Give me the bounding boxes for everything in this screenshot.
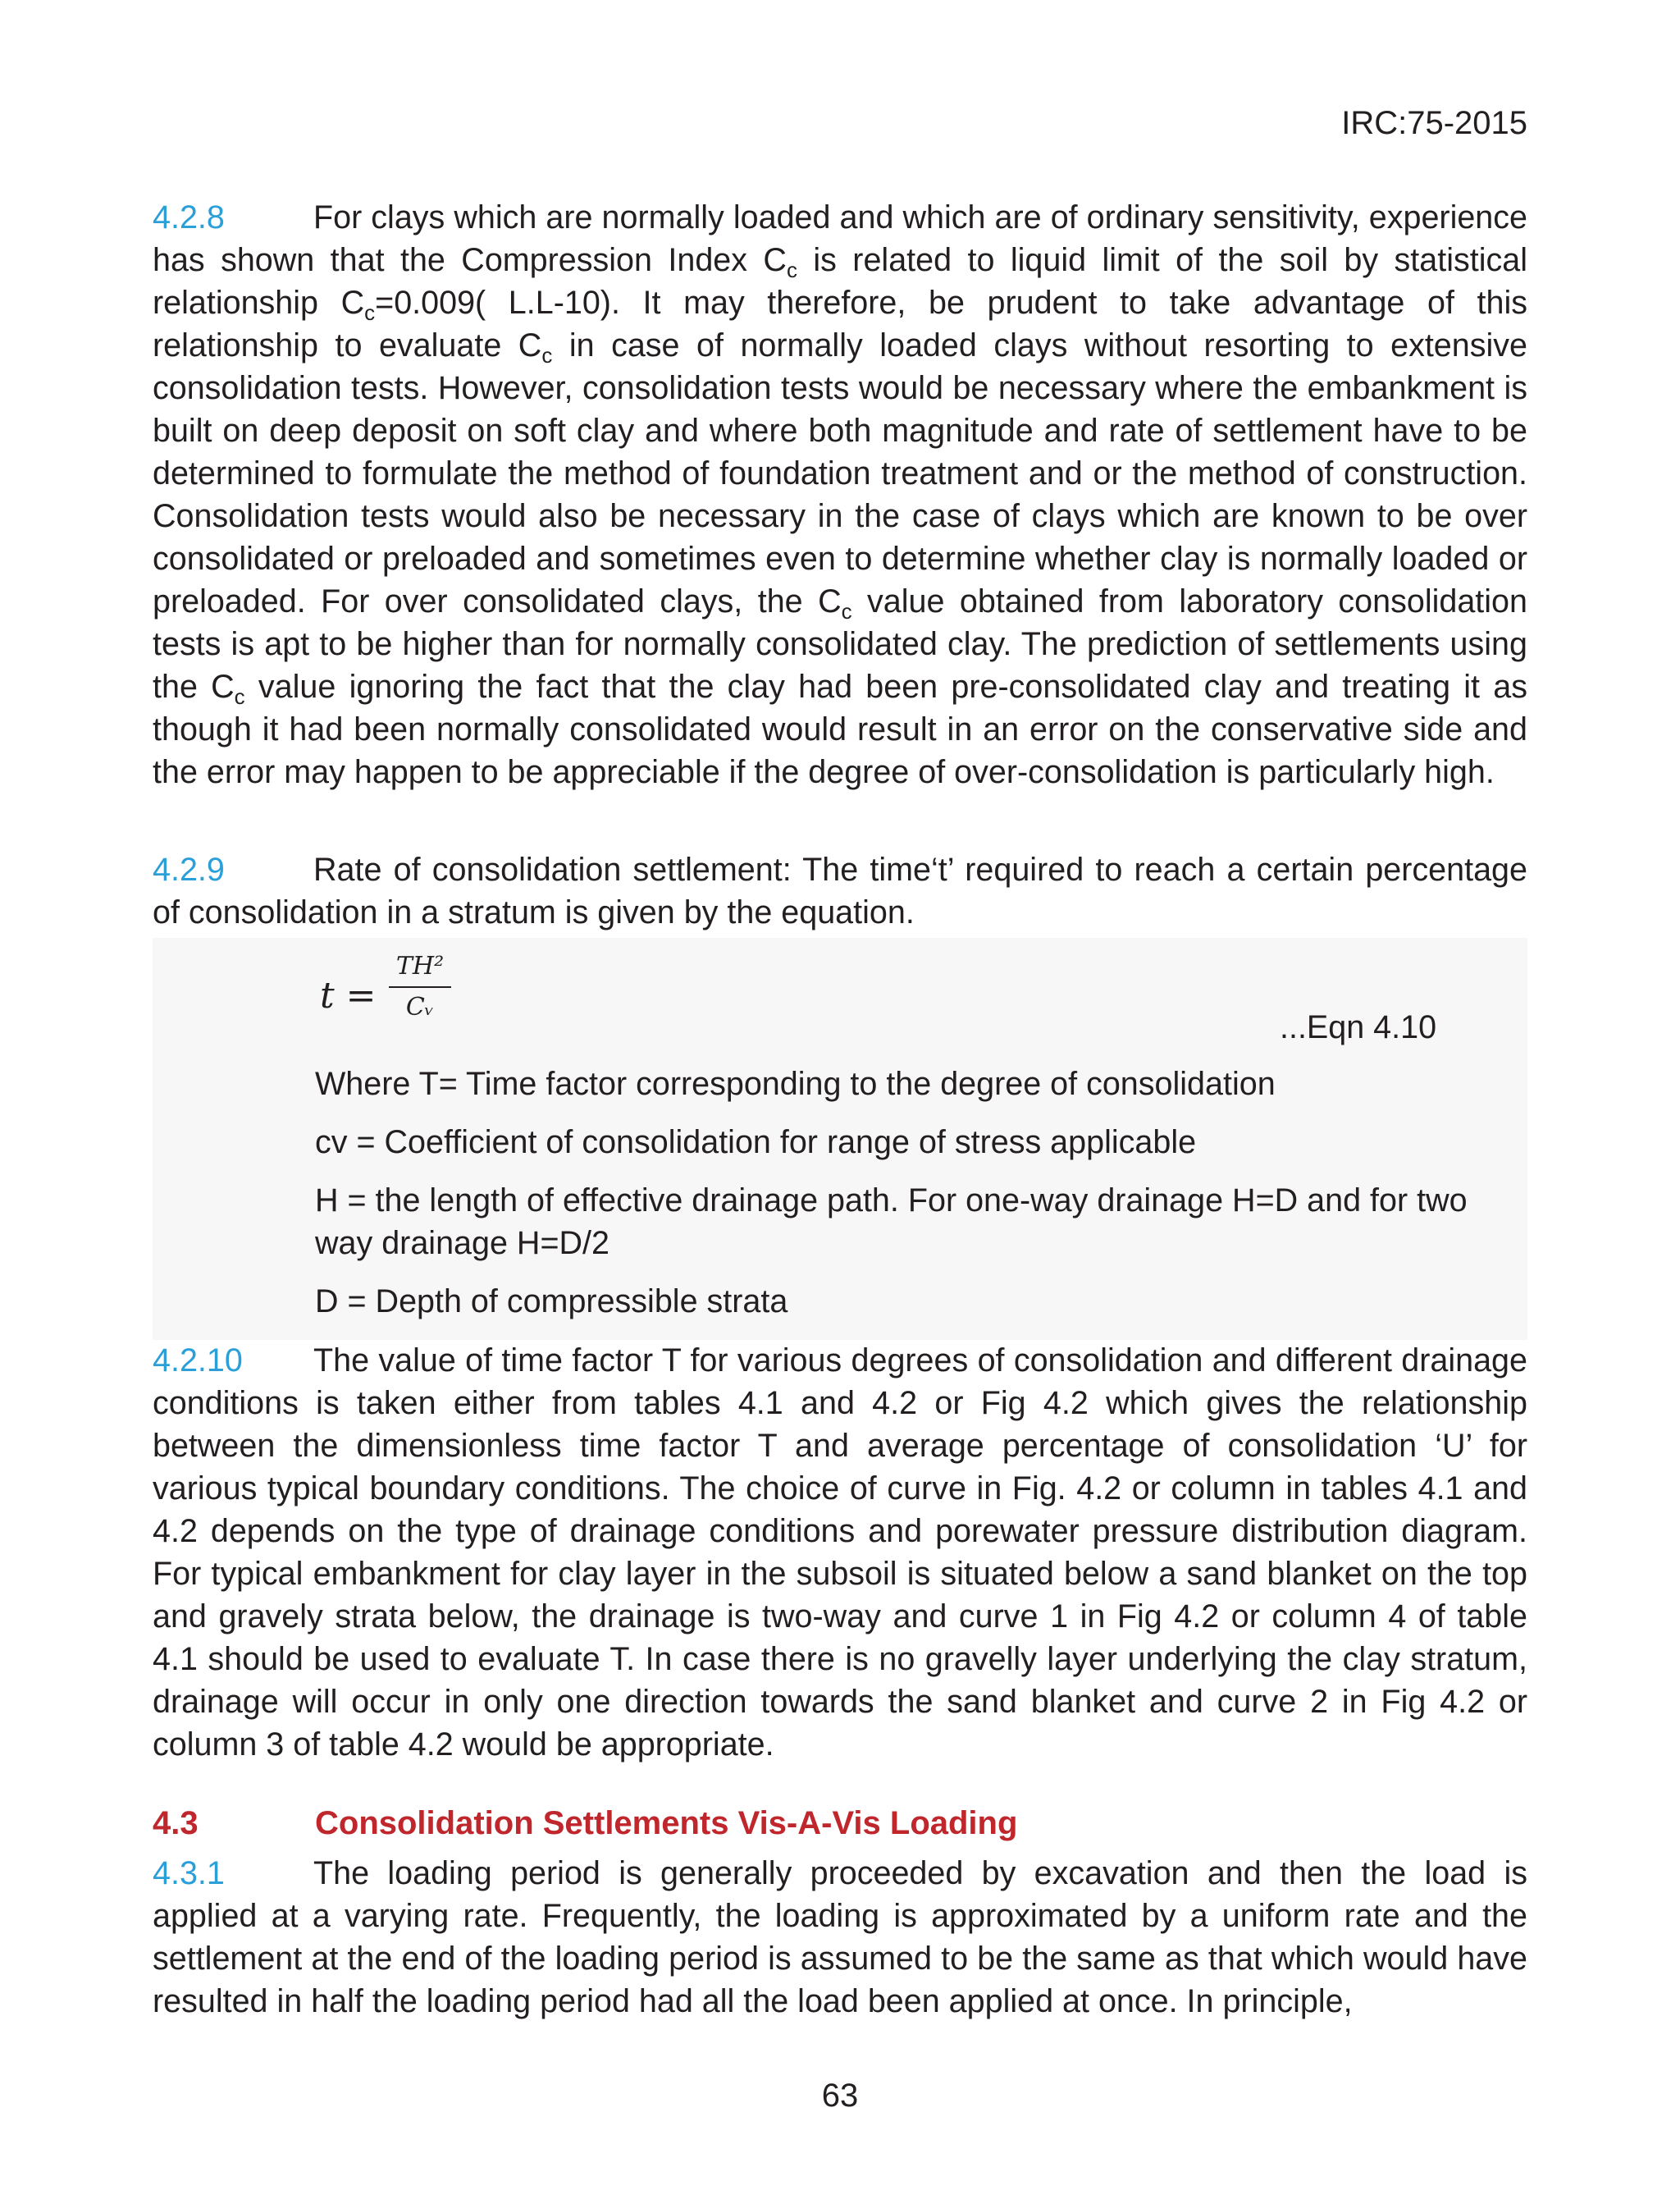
- paragraph-4-2-8: 4.2.8 For clays which are normally loaded and which are of ordinary sensitivity, experience has shown that the Compression Index $C_c$ is related to liquid limit of the soil by statistical relationship $C_c=0.009$( L.L-10). It may therefore, be prudent to take advantage of this relationship to evaluate $C_c$ in case of normally loaded clays without resorting to extensive consolidation tests. However, consolidation tests would be necessary where the embankment is built on deep deposit on soft clay and where both magnitude and rate of settlement have to be determined to formulate the method of foundation treatment and or the method of construction. Consolidation tests would also be necessary in the case of clays which are known to be over consolidated or preloaded and sometimes even to determine whether clay is normally loaded or preloaded. For over consolidated clays, the $C_c$ value obtained from laboratory consolidation tests is apt to be higher than for normally consolidated clay. The prediction of settlements using the $C_c$ value ignoring the fact that the clay had been pre-consolidated clay and treating it as though it had been normally consolidated would result in an error on the conservative side and the error may happen to be appreciable if the degree of over-consolidation is particularly high.: [153, 196, 1527, 793]
- definition-H: H = the length of effective drainage path. For one-way drainage H=D and for two way drainage H=D/2: [315, 1182, 1468, 1261]
- equation-label: ...Eqn 4.10: [1280, 1009, 1437, 1045]
- equation-denominator: Cᵥ: [405, 993, 435, 1022]
- section-title: Consolidation Settlements Vis-A-Vis Loading: [315, 1805, 1018, 1841]
- definition-cv: cv = Coefficient of consolidation for range of stress applicable: [315, 1124, 1197, 1160]
- fraction-bar: [389, 986, 451, 988]
- definition-D: D = Depth of compressible strata: [315, 1283, 788, 1319]
- clause-number: 4.2.10: [153, 1342, 243, 1378]
- clause-number: 4.2.9: [153, 852, 225, 888]
- paragraph-4-2-9: 4.2.9 Rate of consolidation settlement: The time‘t’ required to reach a certain percentage of consolidation in a stratum is given by the equation.: [153, 848, 1527, 934]
- section-heading-4-3: [153, 1802, 1017, 1845]
- clause-number: 4.2.8: [153, 199, 225, 235]
- equation-numerator: TH²: [395, 952, 445, 981]
- equation-lhs: t =: [320, 975, 377, 1017]
- paragraph-4-2-10: 4.2.10 The value of time factor T for various degrees of consolidation and different drainage conditions is taken either from tables 4.1 and 4.2 or Fig 4.2 which gives the relationship between the dimensionless time factor T and average percentage of consolidation ‘U’ for various typical boundary conditions. The choice of curve in Fig. 4.2 or column in tables 4.1 and 4.2 depends on the type of drainage conditions and porewater pressure distribution diagram. For typical embankment for clay layer in the subsoil is situated below a sand blanket on the top and gravely strata below, the drainage is two-way and curve 1 in Fig 4.2 or column 4 of table 4.1 should be used to evaluate T. In case there is no gravelly layer underlying the clay stratum, drainage will occur in only one direction towards the sand blanket and curve 2 in Fig 4.2 or column 3 of table 4.2 would be appropriate.: [153, 1339, 1527, 1766]
- definition-T: Where T= Time factor corresponding to the degree of consolidation: [315, 1066, 1276, 1102]
- clause-number: 4.3.1: [153, 1855, 225, 1891]
- page-number: 63: [821, 2078, 859, 2114]
- document-code: IRC:75-2015: [1341, 105, 1527, 141]
- equation-fraction: [389, 950, 451, 1024]
- paragraph-4-3-1: 4.3.1 The loading period is generally proceeded by excavation and then the load is applied at a varying rate. Frequently, the loading is approximated by a uniform rate and the settlement at the end of the loading period is assumed to be the same as that which would have resulted in half the loading period had all the load been applied at once. In principle,: [153, 1852, 1527, 2023]
- section-number: 4.3: [153, 1805, 199, 1841]
